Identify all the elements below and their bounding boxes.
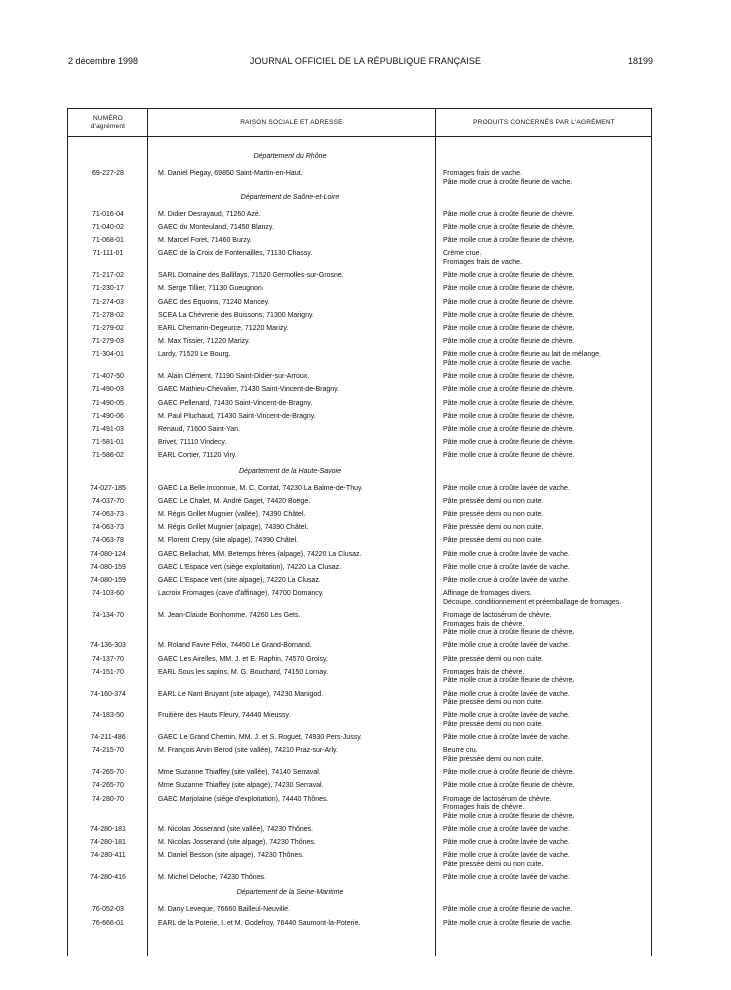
product-line: Pâte molle crue à croûte fleurie de chèvre. — [443, 399, 575, 407]
company-name-address: SCEA La Chèvrerie des Buissons, 71300 Marigny. — [158, 311, 314, 319]
product-line: Pâte molle crue à croûte lavée de vache. — [443, 712, 570, 720]
product-line: Fromages frais de chèvre. — [443, 804, 525, 812]
product-line: Pâte molle crue à croûte fleurie de chèvre. — [443, 272, 575, 280]
approval-number: 71-068-01 — [92, 237, 124, 245]
product-line: Pâte molle crue à croûte lavée de vache. — [443, 577, 570, 584]
product-line: Pâte molle crue à croûte fleurie de chèvre. — [443, 426, 575, 433]
product-line: Affinage de fromages divers. — [443, 590, 532, 598]
approval-number: 71-274-03 — [92, 298, 124, 306]
approval-number: 71-304-01 — [92, 351, 124, 359]
company-name-address: Brivet, 71110 Vindecy. — [158, 439, 227, 447]
product-line: Pâte molle crue à croûte fleurie de chèvre. — [443, 285, 575, 293]
company-name-address: EARL Le Nant Bruyant (site alpage), 74230 Manigod. — [158, 690, 324, 698]
company-name-address: GAEC Le Grand Chemin, MM. J. et S. Roguet, 74930 Pers-Jussy. — [158, 734, 363, 742]
approval-number: 74-137-70 — [92, 655, 124, 663]
company-name-address: M. Dany Leveque, 76660 Bailleul-Neuville. — [158, 906, 290, 914]
product-line: Pâte molle crue à croûte fleurie de chèvre. — [443, 677, 575, 685]
approval-number: 76-052-03 — [92, 906, 124, 914]
approval-number: 71-407-50 — [92, 373, 124, 381]
company-name-address: M. Jean-Claude Bonhomme, 74260 Les Gets. — [158, 612, 301, 619]
approval-number: 74-151-70 — [92, 668, 124, 676]
product-line: Pâte molle crue à croûte lavée de vache. — [443, 484, 570, 492]
journal-title: JOURNAL OFFICIEL DE LA RÉPUBLIQUE FRANÇAISE — [249, 56, 482, 66]
approval-number: 74-280-411 — [90, 852, 126, 860]
product-line: Pâte molle crue à croûte lavée de vache. — [443, 874, 570, 882]
product-line: Pâte molle crue à croûte fleurie de vache. — [443, 906, 573, 914]
approval-number: 74-134-70 — [92, 612, 124, 619]
product-line: Découpe, conditionnement et préemballage de fromages. — [443, 598, 622, 606]
company-name-address: GAEC L'Espace vert (site alpage), 74220 La Clusaz. — [158, 577, 321, 584]
product-line: Pâte molle crue à croûte fleurie de chèvre. — [443, 298, 575, 306]
product-line: Pâte molle crue à croûte lavée de vache. — [443, 839, 570, 847]
company-name-address: M. Serge Tillier, 71130 Gueugnon. — [158, 285, 264, 293]
product-line: Pâte molle crue à croûte fleurie de chèvre. — [443, 325, 575, 332]
product-line: Pâte molle crue à croûte fleurie de chèvre. — [443, 237, 575, 245]
approval-number: 71-278-02 — [92, 311, 124, 319]
approval-number: 74-160-374 — [90, 690, 126, 698]
approval-number: 74-215-70 — [92, 747, 124, 755]
approval-number: 71-490-03 — [92, 386, 124, 394]
header-date: 2 décembre 1998 — [68, 56, 139, 66]
company-name-address: Renaud, 71600 Saint-Yan. — [158, 426, 240, 433]
product-line: Pâte molle crue à croûte lavée de vache. — [443, 690, 570, 698]
company-name-address: M. Roland Favre Félix, 74450 Le Grand-Bornand. — [158, 642, 312, 650]
approval-number: 71-111-01 — [92, 250, 124, 258]
product-line: Pâte molle crue à croûte fleurie au lait de mélange. — [443, 351, 601, 359]
approval-number: 71-490-06 — [92, 412, 124, 420]
product-line: Fromage de lactosérum de chèvre. — [443, 612, 552, 619]
approval-number: 74-027-185 — [90, 484, 126, 492]
company-name-address: EARL Cortier, 71120 Viry. — [158, 452, 237, 460]
approval-number: 69-227-28 — [92, 170, 124, 177]
section-heading: Département de Saône-et-Loire — [240, 193, 340, 201]
approval-number: 74-103-60 — [92, 590, 124, 598]
page-number: 18199 — [627, 56, 653, 66]
company-name-address: M. Paul Pluchaud, 71430 Saint-Vincent-de-Bragny. — [158, 412, 316, 420]
approval-number: 71-230-17 — [92, 285, 124, 293]
company-name-address: M. Régis Grillet Mugnier (alpage), 74390 Châtel. — [158, 524, 309, 532]
company-name-address: Mme Suzanne Thiaffey (site vallée), 74140 Serraval. — [158, 769, 321, 777]
company-name-address: M. Daniel Piegay, 69850 Saint-Martin-en-Haut. — [158, 170, 303, 177]
product-line: Pâte pressée demi ou non cuite. — [443, 537, 544, 545]
approval-number: 71-279-02 — [92, 325, 124, 332]
product-line: Pâte molle crue à croûte fleurie de vache. — [443, 178, 573, 186]
company-name-address: M. Marcel Foret, 71460 Burzy. — [158, 237, 252, 245]
approval-number: 74-063-78 — [92, 537, 124, 545]
company-name-address: Lacroix Fromages (cave d'affinage), 74700 Domancy. — [158, 590, 324, 598]
product-line: Fromages frais de chèvre. — [443, 668, 525, 676]
product-line: Pâte molle crue à croûte fleurie de chèvre. — [443, 812, 575, 820]
product-line: Pâte molle crue à croûte fleurie de vache. — [443, 360, 573, 367]
company-name-address: EARL de la Poterie, I. et M. Godefroy, 76440 Saumont-la-Poterie. — [158, 919, 361, 927]
approval-number: 71-279-03 — [92, 338, 124, 346]
company-name-address: Fruitière des Hauts Fleury, 74440 Mieussy. — [158, 712, 291, 720]
product-line: Fromages frais de vache. — [443, 259, 522, 266]
approval-number: 74-063-73 — [92, 511, 124, 518]
company-name-address: M. Daniel Besson (site alpage), 74230 Thônes. — [158, 852, 304, 860]
product-line: Pâte pressée demi ou non cuite. — [443, 655, 544, 663]
approval-number: 71-586-02 — [92, 452, 124, 460]
company-name-address: GAEC Marjolaine (siège d'exploitation), 74440 Thônes. — [158, 795, 329, 803]
company-name-address: M. Régis Grillet Mugnier (vallée), 74390 Châtel. — [158, 511, 306, 518]
company-name-address: GAEC Mathieu-Chevalier, 71430 Saint-Vincent-de-Bragny. — [158, 386, 340, 394]
product-line: Pâte pressée demi ou non cuite. — [443, 524, 544, 532]
product-line: Pâte molle crue à croûte fleurie de chèvre. — [443, 386, 575, 394]
product-line: Pâte pressée demi ou non cuite. — [443, 721, 544, 728]
company-name-address: M. Florent Crepy (site alpage), 74390 Châtel. — [158, 537, 299, 545]
approval-number: 71-491-03 — [92, 426, 124, 433]
product-line: Pâte molle crue à croûte fleurie de chèvre. — [443, 782, 575, 790]
company-name-address: Lardy, 71520 Le Bourg. — [158, 351, 231, 359]
product-line: Pâte molle crue à croûte fleurie de chèvre. — [443, 452, 575, 460]
approval-number: 74-037-70 — [92, 497, 124, 505]
approval-number: 71-581-01 — [92, 439, 124, 447]
product-line: Pâte molle crue à croûte fleurie de chèvre. — [443, 210, 575, 218]
product-line: Fromages frais de chèvre. — [443, 620, 525, 628]
company-name-address: GAEC Pellenard, 71430 Saint-Vincent-de-Bragny. — [158, 399, 313, 407]
column-header-number: NUMÉRO d'agrément — [90, 114, 126, 130]
company-name-address: GAEC L'Espace vert (siège exploitation), 74220 La Clusaz. — [158, 563, 342, 571]
approval-number: 74-080-159 — [90, 577, 126, 584]
approval-number: 71-490-05 — [92, 399, 124, 407]
approval-number: 71-016-04 — [92, 210, 124, 218]
product-line: Pâte molle crue à croûte lavée de vache. — [443, 734, 570, 742]
product-line: Pâte pressée demi ou non cuite. — [443, 756, 544, 763]
section-heading: Département du Rhône — [253, 153, 327, 160]
product-line: Pâte molle crue à croûte lavée de vache. — [443, 563, 570, 571]
product-line: Pâte molle crue à croûte lavée de vache. — [443, 642, 570, 650]
company-name-address: SARL Domaine des Ballifays, 71520 Germolles-sur-Grosne. — [158, 272, 344, 280]
approval-number: 74-136-303 — [90, 642, 126, 650]
company-name-address: M. Alain Clément, 71190 Saint-Didier-sur-Arroux. — [158, 373, 310, 381]
product-line: Fromage de lactosérum de chèvre. — [443, 795, 552, 803]
company-name-address: M. Max Tissier, 71220 Marizy. — [158, 338, 251, 346]
company-name-address: M. Nicolas Josserand (site vallée), 74230 Thônes. — [158, 826, 314, 833]
section-heading: Département de la Haute-Savoie — [239, 467, 341, 475]
approval-number: 74-280-181 — [90, 826, 126, 833]
section-heading: Département de la Seine-Maritime — [236, 889, 344, 897]
approval-number: 74-280-181 — [90, 839, 126, 847]
company-name-address: GAEC Bellachat, MM. Betemps frères (alpage), 74220 La Clusaz. — [158, 550, 362, 558]
approval-number: 74-080-159 — [90, 563, 126, 571]
product-line: Pâte molle crue à croûte fleurie de chèvre. — [443, 439, 575, 447]
product-line: Pâte molle crue à croûte fleurie de chèvre. — [443, 224, 575, 231]
company-name-address: M. Nicolas Josserand (site alpage), 74230 Thônes. — [158, 839, 316, 847]
product-line: Pâte pressée demi ou non cuite. — [443, 497, 544, 505]
approval-number: 71-217-02 — [92, 272, 124, 280]
product-line: Crème crue. — [443, 250, 482, 258]
product-line: Pâte pressée demi ou non cuite. — [443, 699, 544, 707]
company-name-address: GAEC La Belle inconnue, M. C. Contat, 74230 La Balme-de-Thuy. — [158, 484, 363, 492]
approval-number: 74-063-73 — [92, 524, 124, 532]
approval-number: 74-280-416 — [90, 874, 126, 882]
product-line: Pâte molle crue à croûte fleurie de chèvre. — [443, 769, 575, 777]
approval-number: 74-280-70 — [92, 795, 124, 803]
approval-number: 76-666-01 — [92, 919, 124, 927]
company-name-address: EARL Chemarin-Degeurce, 71220 Marizy. — [158, 325, 289, 332]
company-name-address: GAEC de la Croix de Fontenailles, 71130 Chassy. — [158, 250, 313, 258]
company-name-address: EARL Sous les sapins, M. G. Bouchard, 74150 Lornay. — [158, 668, 329, 676]
company-name-address: M. Didier Desrayaud, 71260 Azé. — [158, 210, 261, 218]
company-name-address: M. François Arvin Berod (site vallée), 74210 Praz-sur-Arly. — [158, 747, 338, 755]
approval-number: 74-183-50 — [92, 712, 124, 720]
company-name-address: M. Michel Deloche, 74230 Thônes. — [158, 874, 267, 882]
approval-number: 71-040-02 — [92, 224, 124, 231]
column-header-name: RAISON SOCIALE ET ADRESSE — [240, 118, 343, 126]
product-line: Fromages frais de vache. — [443, 170, 522, 177]
product-line: Pâte molle crue à croûte fleurie de chèvre. — [443, 373, 575, 381]
product-line: Pâte molle crue à croûte lavée de vache. — [443, 852, 570, 860]
company-name-address: GAEC Les Airelles, MM. J. et E. Raphin, 74570 Groisy. — [158, 655, 328, 663]
product-line: Pâte pressée demi ou non cuite. — [443, 861, 544, 868]
approval-number: 74-080-124 — [90, 550, 126, 558]
product-line: Pâte molle crue à croûte fleurie de chèvre. — [443, 412, 575, 420]
approval-number: 74-211-486 — [90, 734, 126, 742]
company-name-address: GAEC Le Chalet, M. André Gaget, 74420 Boëge. — [158, 497, 311, 505]
product-line: Pâte molle crue à croûte fleurie de chèvre. — [443, 629, 575, 637]
product-line: Beurre cru. — [443, 747, 478, 755]
product-line: Pâte molle crue à croûte fleurie de vache. — [443, 919, 573, 927]
product-line: Pâte molle crue à croûte fleurie de chèvre. — [443, 311, 575, 319]
product-line: Pâte molle crue à croûte fleurie de chèvre. — [443, 338, 575, 346]
approval-number: 74-265-70 — [92, 782, 124, 790]
product-line: Pâte molle crue à croûte lavée de vache. — [443, 550, 570, 558]
approval-number: 74-265-70 — [92, 769, 124, 777]
column-header-products: PRODUITS CONCERNÉS PAR L'AGRÉMENT — [473, 118, 615, 126]
company-name-address: GAEC des Equoins, 71240 Mancey. — [158, 298, 270, 306]
product-line: Pâte pressée demi ou non cuite. — [443, 511, 544, 518]
company-name-address: GAEC du Monteuland, 71450 Blanzy. — [158, 224, 274, 231]
product-line: Pâte molle crue à croûte lavée de vache. — [443, 826, 570, 833]
company-name-address: Mme Suzanne Thiaffey (site alpage), 74230 Serraval. — [158, 782, 324, 790]
